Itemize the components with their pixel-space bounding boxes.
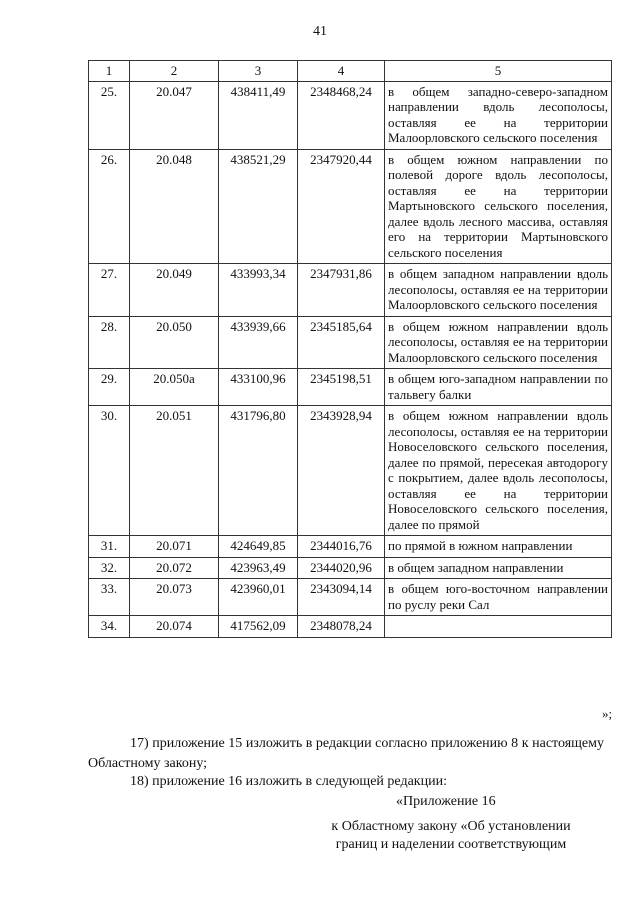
- coordinate-y-cell: 2344020,96: [298, 557, 385, 579]
- boundary-description-cell: [385, 557, 612, 579]
- row-number-cell: 28.: [89, 316, 130, 369]
- coordinate-y-cell: 2347920,44: [298, 149, 385, 264]
- table-row: [89, 536, 612, 558]
- point-code-cell: 20.049: [130, 264, 219, 317]
- row-number-cell: 34.: [89, 616, 130, 638]
- coordinate-x-cell: 431796,80: [219, 406, 298, 536]
- row-number-cell: 30.: [89, 406, 130, 536]
- header-cell: 3: [219, 61, 298, 82]
- header-cell: 2: [130, 61, 219, 82]
- coordinate-x-cell: 423960,01: [219, 579, 298, 616]
- coordinate-x-cell: 438411,49: [219, 81, 298, 149]
- boundary-description: в общем западном направлении вдоль лесополосы, оставляя ее на территории Малоорловского сельского поселения: [388, 266, 608, 312]
- coordinate-x-cell: 433939,66: [219, 316, 298, 369]
- boundary-description: в общем южном направлении вдоль лесополосы, оставляя ее на территории Малоорловского сельского поселения: [388, 318, 608, 365]
- coordinate-y-cell: 2347931,86: [298, 264, 385, 317]
- header-cell: 1: [89, 61, 130, 82]
- boundary-description-cell: [385, 369, 612, 406]
- row-number-cell: 33.: [89, 579, 130, 616]
- coordinate-x-cell: 438521,29: [219, 149, 298, 264]
- boundary-description: по прямой в южном направлении: [388, 538, 573, 553]
- appendix-law-reference: к Областному закону «Об установлении границ и наделении соответствующим: [331, 819, 571, 852]
- boundary-description: в общем юго-восточном направлении по руслу реки Сал: [388, 581, 608, 612]
- coordinate-y-cell: 2344016,76: [298, 536, 385, 558]
- table-closing-quote: »;: [602, 706, 613, 721]
- boundary-description: в общем южном направлении вдоль лесополосы, оставляя ее на территории Новоселовского сельского поселения, далее по прямой, пересекая автодорогу с покрытием, далее вдоль лесополосы, оставляя ее на территории Новоселовского сельского поселения, далее по прямой: [388, 408, 608, 532]
- point-code-cell: 20.072: [130, 557, 219, 579]
- boundary-description-cell: [385, 264, 612, 317]
- coordinate-y-cell: 2343094,14: [298, 579, 385, 616]
- row-number-cell: 32.: [89, 557, 130, 579]
- page-number: 41: [313, 24, 327, 39]
- boundary-description-cell: [385, 616, 612, 638]
- coordinate-x-cell: 417562,09: [219, 616, 298, 638]
- header-cell: 5: [385, 61, 612, 82]
- boundary-description-cell: [385, 536, 612, 558]
- table-row: [89, 264, 612, 317]
- paragraph-17: 17) приложение 15 изложить в редакции согласно приложению 8 к настоящему Областному закону;: [88, 736, 604, 771]
- row-number-cell: 25.: [89, 81, 130, 149]
- point-code-cell: 20.047: [130, 81, 219, 149]
- table-row: [89, 616, 612, 638]
- coordinate-y-cell: 2345185,64: [298, 316, 385, 369]
- point-code-cell: 20.073: [130, 579, 219, 616]
- row-number-cell: 27.: [89, 264, 130, 317]
- point-code-cell: 20.050: [130, 316, 219, 369]
- row-number-cell: 26.: [89, 149, 130, 264]
- header-cell: 4: [298, 61, 385, 82]
- appendix-title: «Приложение 16: [396, 794, 496, 809]
- coordinate-y-cell: 2343928,94: [298, 406, 385, 536]
- boundary-description-cell: [385, 316, 612, 369]
- boundary-description-cell: [385, 406, 612, 536]
- coordinate-x-cell: 424649,85: [219, 536, 298, 558]
- paragraph-18: 18) приложение 16 изложить в следующей редакции:: [130, 774, 447, 789]
- table-row: [89, 369, 612, 406]
- coordinate-x-cell: 433993,34: [219, 264, 298, 317]
- boundary-description-cell: [385, 579, 612, 616]
- point-code-cell: 20.051: [130, 406, 219, 536]
- table-header-row: [89, 61, 612, 82]
- table-row: [89, 557, 612, 579]
- boundary-description: в общем южном направлении по полевой дороге вдоль лесополосы, оставляя ее на территории Мартыновского сельского поселения, далее вдоль лесного массива, оставляя его на территории Мартыновского сельского поселения: [388, 151, 608, 260]
- point-code-cell: 20.048: [130, 149, 219, 264]
- boundary-description: в общем юго-западном направлении по тальвегу балки: [388, 371, 608, 402]
- row-number-cell: 29.: [89, 369, 130, 406]
- table-row: [89, 149, 612, 264]
- boundary-description: в общем западном направлении: [388, 559, 564, 575]
- row-number-cell: 31.: [89, 536, 130, 558]
- table-row: [89, 579, 612, 616]
- boundary-description-cell: [385, 149, 612, 264]
- coordinate-y-cell: 2348468,24: [298, 81, 385, 149]
- table-row: [89, 406, 612, 536]
- coordinate-x-cell: 423963,49: [219, 557, 298, 579]
- boundary-table: [88, 60, 612, 638]
- point-code-cell: 20.074: [130, 616, 219, 638]
- boundary-description-cell: [385, 81, 612, 149]
- table-row: [89, 81, 612, 149]
- boundary-description: в общем западно-северо-западном направлении вдоль лесополосы, оставляя ее на территории Малоорловского сельского поселения: [388, 83, 608, 145]
- point-code-cell: 20.050а: [130, 369, 219, 406]
- table-row: [89, 316, 612, 369]
- coordinate-y-cell: 2345198,51: [298, 369, 385, 406]
- point-code-cell: 20.071: [130, 536, 219, 558]
- coordinate-y-cell: 2348078,24: [298, 616, 385, 638]
- coordinate-x-cell: 433100,96: [219, 369, 298, 406]
